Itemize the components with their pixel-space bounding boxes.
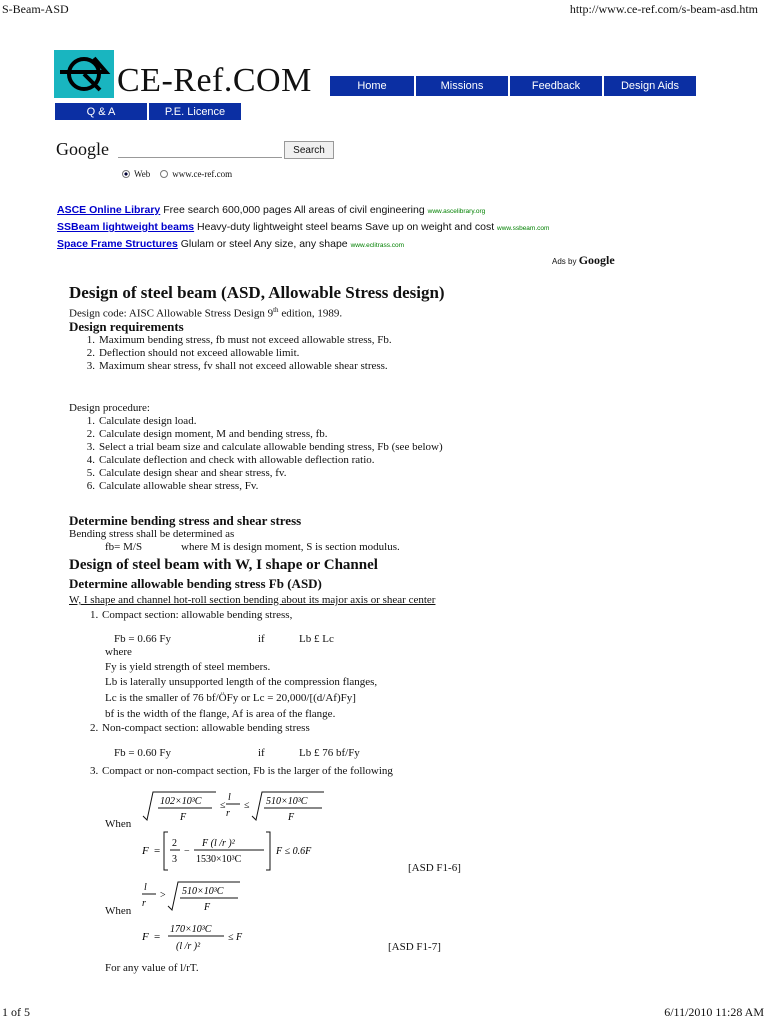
site-name[interactable]: CE-Ref.COM [117,62,312,99]
radio-site-label: www.ce-ref.com [172,169,233,179]
item-1-text: Compact section: allowable bending stress, [102,609,293,621]
list-item-text: Calculate design shear and shear stress, fv. [99,467,287,479]
svg-text:F: F [142,931,149,943]
design-code-text: Design code: AISC Allowable Stress Design 9 [69,307,274,320]
design-code-post: edition, 1989. [278,307,343,320]
svg-text:F: F [288,812,295,823]
list-item-text: Calculate design load. [99,415,197,427]
svg-text:r: r [142,898,146,909]
item-3-text: Compact or non-compact section, Fb is the larger of the following [102,765,393,777]
ad-url[interactable]: www.eclitrass.com [350,242,405,249]
svg-text:102×10³C: 102×10³C [160,796,202,807]
svg-text:(l /r )²: (l /r )² [176,941,201,952]
svg-text:2: 2 [172,838,177,849]
when-2: When [105,905,132,917]
allowable-heading: Determine allowable bending stress Fb (ASD) [69,576,322,591]
eq2-if: if [258,747,265,759]
list-item-text: Maximum bending stress, fb must not exceed allowable stress, Fb. [99,334,392,346]
w-heading: Design of steel beam with W, I shape or Channel [69,557,378,573]
ad-text: Glulam or steel Any size, any shape [177,238,351,250]
list-item: 5. Calculate design shear and shear stress, fv. [86,467,287,479]
ads-by-prefix: Ads by [552,257,577,266]
google-logo: Google [56,139,109,159]
eq1-cond: Lb £ Lc [299,633,334,645]
list-item: 1. Maximum bending stress, fb must not exceed allowable stress, Fb. [86,334,392,346]
item-2: 2. Non-compact section: allowable bending stress [90,722,310,734]
nav-home[interactable]: Home [330,76,414,96]
svg-text:3: 3 [172,854,177,865]
print-title: S-Beam-ASD [2,2,69,16]
eq2-left: Fb = 0.60 Fy [114,747,171,759]
list-item: 3. Select a trial beam size and calculate allowable bending stress, Fb (see below) [86,441,443,453]
list-item-text: Maximum shear stress, fv shall not exceed allowable shear stress. [99,360,388,372]
ad-text: Free search 600,000 pages All areas of civil engineering [160,204,428,216]
list-item-text: Select a trial beam size and calculate allowable bending stress, Fb (see below) [99,441,443,453]
def-lc: Lc is the smaller of 76 bf/ÖFy or Lc = 20,000/[(d/Af)Fy] [105,692,356,704]
formula-f1-7 [140,918,280,958]
search-button[interactable]: Search [284,141,334,159]
nav-feedback[interactable]: Feedback [510,76,602,96]
ad-link[interactable]: ASCE Online Library [57,204,161,216]
ad-item [57,221,549,233]
def-fy: Fy is yield strength of steel members. [105,661,271,673]
procedure-list [72,415,443,493]
procedure-label: Design procedure: [69,402,150,414]
def-lb: Lb is laterally unsupported length of the compression flanges, [105,676,378,688]
eq1-left: Fb = 0.66 Fy [114,633,171,645]
requirements-heading: Design requirements [69,319,184,334]
design-code [69,306,342,320]
item-2-text: Non-compact section: allowable bending stress [102,722,310,734]
ad-item [57,204,485,216]
svg-text:F (l /r )²: F (l /r )² [202,838,235,849]
svg-text:510×10³C: 510×10³C [182,886,224,897]
svg-text:=: = [154,845,161,857]
list-item: 2. Calculate design moment, M and bending stress, fb. [86,428,328,440]
w-intro: W, I shape and channel hot-roll section bending about its major axis or shear center [69,594,436,606]
ce-logo-icon [54,50,114,98]
any-value-note: For any value of l/rT. [105,962,199,974]
svg-text:F ≤ 0.6F: F ≤ 0.6F [276,846,312,857]
svg-text:F: F [180,812,187,823]
bending-heading: Determine bending stress and shear stress [69,513,302,528]
list-item: 3. Maximum shear stress, fv shall not exceed allowable shear stress. [86,360,388,372]
svg-text:≤ F: ≤ F [228,932,243,943]
list-item-text: Deflection should not exceed allowable limit. [99,347,300,359]
list-item: 4. Calculate deflection and check with allowable deflection ratio. [86,454,375,466]
svg-text:≤: ≤ [244,800,250,811]
svg-text:510×10³C: 510×10³C [266,796,308,807]
svg-text:>: > [160,890,166,901]
ad-link[interactable]: Space Frame Structures [57,238,178,250]
svg-text:l: l [228,792,231,803]
secondary-nav [55,103,241,120]
when-1: When [105,818,132,830]
svg-text:r: r [226,808,230,819]
svg-text:l: l [144,882,147,893]
site-logo[interactable] [54,50,114,98]
requirements-list [72,334,392,373]
ads-by-google[interactable] [552,253,615,268]
nav-design-aids[interactable]: Design Aids [604,76,696,96]
primary-nav [330,76,696,96]
search-scope [122,169,232,179]
svg-text:1530×10³C: 1530×10³C [196,854,242,865]
ref-f1-7: [ASD F1-7] [388,941,441,953]
list-item-text: Calculate allowable shear stress, Fv. [99,480,259,492]
list-item: 1. Calculate design load. [86,415,197,427]
list-item-text: Calculate deflection and check with allowable deflection ratio. [99,454,375,466]
list-item-text: Calculate design moment, M and bending stress, fb. [99,428,328,440]
def-bf: bf is the width of the flange, Af is area of the flange. [105,708,336,720]
list-item: 2. Deflection should not exceed allowable limit. [86,347,300,359]
nav-missions[interactable]: Missions [416,76,508,96]
item-1: 1. Compact section: allowable bending stress, [90,609,293,621]
ad-url[interactable]: www.ssbeam.com [497,225,550,232]
ad-link[interactable]: SSBeam lightweight beams [57,221,195,233]
svg-text:−: − [184,846,190,857]
ad-text: Heavy-duty lightweight steel beams Save up on weight and cost [194,221,498,233]
ads-by-brand: Google [578,253,615,267]
ad-item [57,238,404,250]
svg-text:=: = [154,931,161,943]
formula-f1-7-condition [140,876,270,920]
eq1-if: if [258,633,265,645]
radio-web-label: Web [134,169,151,179]
svg-text:F: F [142,845,149,857]
print-url: http://www.ce-ref.com/s-beam-asd.htm [569,2,758,16]
bending-where: where M is design moment, S is section modulus. [181,541,400,553]
print-datetime: 6/11/2010 11:28 AM [664,1005,764,1019]
radio-web[interactable] [122,170,130,178]
eq2-cond: Lb £ 76 bf/Fy [299,747,360,759]
bending-formula: fb= M/S [105,541,143,553]
svg-text:≤: ≤ [220,800,226,811]
svg-text:170×10³C: 170×10³C [170,924,212,935]
ref-f1-6: [ASD F1-6] [408,862,461,874]
where-label: where [105,646,132,658]
search-input[interactable] [118,157,282,158]
design-code-sup: th [273,306,279,314]
print-page: 1 of 5 [2,1005,30,1019]
item-3: 3. Compact or non-compact section, Fb is the larger of the following [90,765,393,777]
page-title: Design of steel beam (ASD, Allowable Stress design) [69,283,445,302]
svg-text:F: F [204,902,211,913]
list-item: 6. Calculate allowable shear stress, Fv. [86,480,259,492]
bending-text: Bending stress shall be determined as [69,528,235,540]
nav-qa[interactable]: Q & A [55,103,147,120]
nav-pe-licence[interactable]: P.E. Licence [149,103,241,120]
formula-f1-6 [140,828,360,874]
radio-site[interactable] [160,170,168,178]
ad-url[interactable]: www.ascelibrary.org [427,208,486,215]
